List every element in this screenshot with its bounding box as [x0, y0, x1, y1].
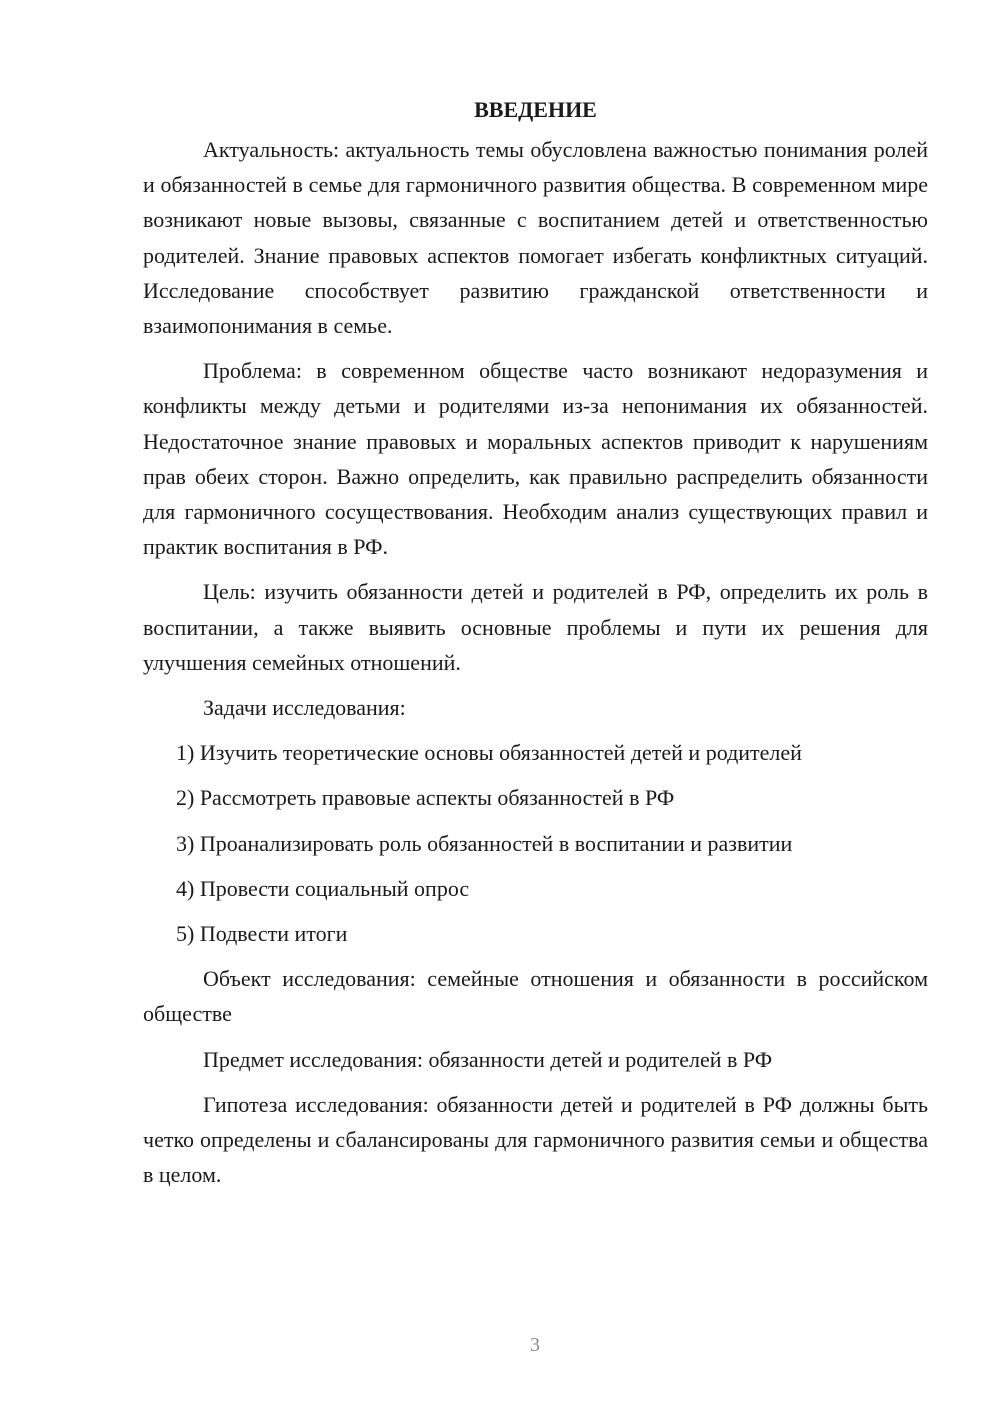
list-item: 2) Рассмотреть правовые аспекты обязанностей в РФ [176, 785, 675, 811]
hypothesis-paragraph: Гипотеза исследования: обязанности детей и родителей в РФ должны быть четко определены и сбалансированы для гармоничного развития семьи и общества в целом. [143, 1091, 928, 1188]
subject-paragraph: Предмет исследования: обязанности детей и родителей в РФ [203, 1046, 773, 1072]
list-item: 5) Подвести итоги [176, 921, 348, 947]
list-item: 4) Провести социальный опрос [176, 875, 470, 901]
page-title: ВВЕДЕНИЕ [474, 97, 597, 122]
relevance-paragraph: Актуальность: актуальность темы обусловлена важностью понимания ролей и обязанностей в семье для гармоничного развития общества. В современном мире возникают новые вызовы, связанные с воспитанием детей и ответственностью родителей. Знание правовых аспектов помогает избегать конфликтных ситуаций. Исследование способствует развитию гражданской ответственности и взаимопонимания в семье. [143, 137, 928, 339]
problem-paragraph: Проблема: в современном обществе часто возникают недоразумения и конфликты между детьми и родителями из-за непонимания их обязанностей. Недостаточное знание правовых и моральных аспектов приводит к нарушениям прав обеих сторон. Важно определить, как правильно распределить обязанности для гармоничного сосуществования. Необходим анализ существующих правил и практик воспитания в РФ. [143, 358, 928, 560]
page-number: 3 [530, 1334, 540, 1356]
tasks-list [143, 735, 928, 951]
list-item: 3) Проанализировать роль обязанностей в воспитании и развитии [176, 830, 793, 856]
tasks-heading: Задачи исследования: [203, 695, 406, 721]
object-paragraph: Объект исследования: семейные отношения и обязанности в российском обществе [143, 966, 928, 1027]
list-item: 1) Изучить теоретические основы обязанностей детей и родителей [176, 740, 802, 766]
goal-paragraph: Цель: изучить обязанности детей и родителей в РФ, определить их роль в воспитании, а также выявить основные проблемы и пути их решения для улучшения семейных отношений. [143, 579, 928, 675]
document-page [143, 96, 928, 1202]
